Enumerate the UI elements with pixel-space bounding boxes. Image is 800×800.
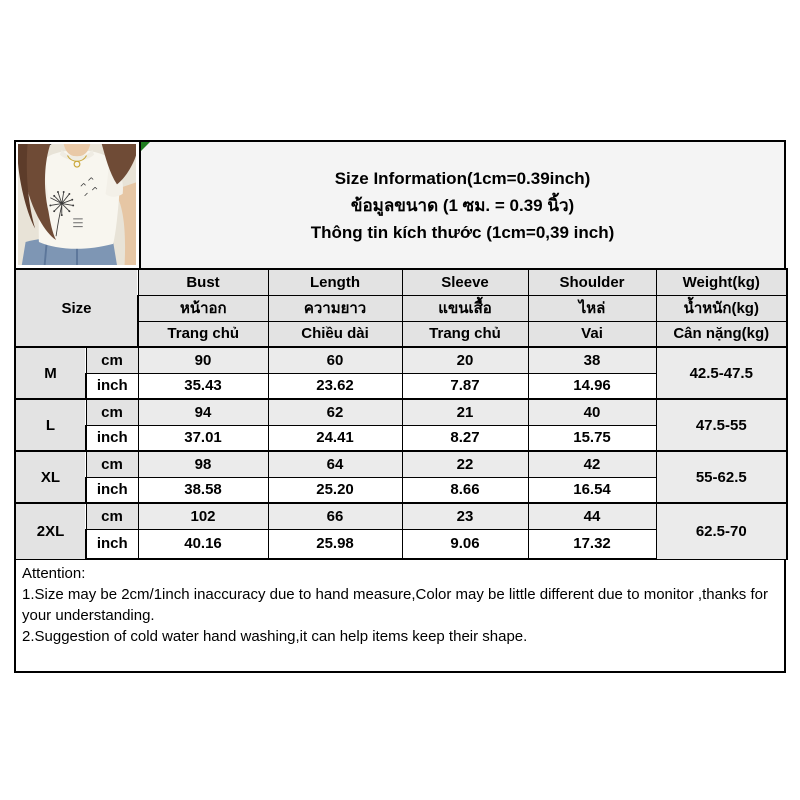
weight-cell-2xl: 62.5-70 — [656, 503, 787, 559]
title-thai: ข้อมูลขนาด (1 ซม. = 0.39 นิ้ว) — [350, 195, 575, 215]
value-cell: 98 — [138, 451, 268, 477]
value-cell: 66 — [268, 503, 402, 529]
col-header-weight-vi: Cân nặng(kg) — [656, 321, 787, 347]
col-header-sleeve-vi: Trang chủ — [402, 321, 528, 347]
row-2xl-cm — [15, 503, 787, 529]
value-cell: 64 — [268, 451, 402, 477]
value-cell: 62 — [268, 399, 402, 425]
value-cell: 90 — [138, 347, 268, 373]
value-cell: 42 — [528, 451, 656, 477]
row-m-cm — [15, 347, 787, 373]
col-header-length-en: Length — [268, 269, 402, 295]
attention-line-1: 1.Size may be 2cm/1inch inaccuracy due to hand measure,Color may be little different due to monitor ,thanks for your understanding. — [22, 586, 768, 624]
unit-label: inch — [86, 373, 138, 399]
value-cell: 94 — [138, 399, 268, 425]
unit-label: cm — [86, 451, 138, 477]
title-english: Size Information(1cm=0.39inch) — [334, 168, 591, 188]
unit-label: inch — [86, 477, 138, 503]
value-cell: 25.98 — [268, 529, 402, 559]
col-header-weight-th: น้ำหนัก(kg) — [656, 295, 787, 321]
value-cell: 44 — [528, 503, 656, 529]
value-cell: 23.62 — [268, 373, 402, 399]
value-cell: 25.20 — [268, 477, 402, 503]
value-cell: 40.16 — [138, 529, 268, 559]
attention-note — [14, 560, 786, 673]
value-cell: 16.54 — [528, 477, 656, 503]
value-cell: 60 — [268, 347, 402, 373]
size-label-l: L — [15, 399, 86, 451]
value-cell: 9.06 — [402, 529, 528, 559]
product-photo-illustration — [18, 144, 136, 265]
col-header-bust-vi: Trang chủ — [138, 321, 268, 347]
size-table — [14, 268, 788, 560]
col-header-length-vi: Chiều dài — [268, 321, 402, 347]
value-cell: 14.96 — [528, 373, 656, 399]
value-cell: 20 — [402, 347, 528, 373]
col-header-bust-th: หน้าอก — [138, 295, 268, 321]
value-cell: 24.41 — [268, 425, 402, 451]
value-cell: 21 — [402, 399, 528, 425]
title-vietnamese: Thông tin kích thước (1cm=0,39 inch) — [310, 222, 615, 242]
value-cell: 8.27 — [402, 425, 528, 451]
row-xl-cm — [15, 451, 787, 477]
unit-label: cm — [86, 399, 138, 425]
green-corner-marker-icon — [141, 142, 150, 151]
col-header-bust-en: Bust — [138, 269, 268, 295]
value-cell: 17.32 — [528, 529, 656, 559]
col-header-shoulder-th: ไหล่ — [528, 295, 656, 321]
value-cell: 22 — [402, 451, 528, 477]
weight-cell-xl: 55-62.5 — [656, 451, 787, 503]
value-cell: 38.58 — [138, 477, 268, 503]
attention-heading: Attention: — [22, 565, 86, 582]
size-label-xl: XL — [15, 451, 86, 503]
value-cell: 15.75 — [528, 425, 656, 451]
col-header-sleeve-th: แขนเสื้อ — [402, 295, 528, 321]
value-cell: 7.87 — [402, 373, 528, 399]
weight-cell-l: 47.5-55 — [656, 399, 787, 451]
unit-label: cm — [86, 347, 138, 373]
size-label-2xl: 2XL — [15, 503, 86, 559]
title-block — [141, 142, 784, 268]
value-cell: 35.43 — [138, 373, 268, 399]
size-label-m: M — [15, 347, 86, 399]
value-cell: 38 — [528, 347, 656, 373]
value-cell: 23 — [402, 503, 528, 529]
col-header-length-th: ความยาว — [268, 295, 402, 321]
attention-line-2: 2.Suggestion of cold water hand washing,it can help items keep their shape. — [22, 628, 528, 645]
product-photo — [16, 142, 141, 268]
col-header-sleeve-en: Sleeve — [402, 269, 528, 295]
unit-label: inch — [86, 529, 138, 559]
value-cell: 37.01 — [138, 425, 268, 451]
header-row-english — [15, 269, 787, 295]
size-chart-sheet — [14, 140, 786, 673]
unit-label: cm — [86, 503, 138, 529]
value-cell: 102 — [138, 503, 268, 529]
top-row — [14, 140, 786, 268]
weight-cell-m: 42.5-47.5 — [656, 347, 787, 399]
value-cell: 8.66 — [402, 477, 528, 503]
col-header-weight-en: Weight(kg) — [656, 269, 787, 295]
row-l-cm — [15, 399, 787, 425]
col-header-shoulder-vi: Vai — [528, 321, 656, 347]
size-corner-cell: Size — [15, 269, 138, 347]
unit-label: inch — [86, 425, 138, 451]
col-header-shoulder-en: Shoulder — [528, 269, 656, 295]
value-cell: 40 — [528, 399, 656, 425]
